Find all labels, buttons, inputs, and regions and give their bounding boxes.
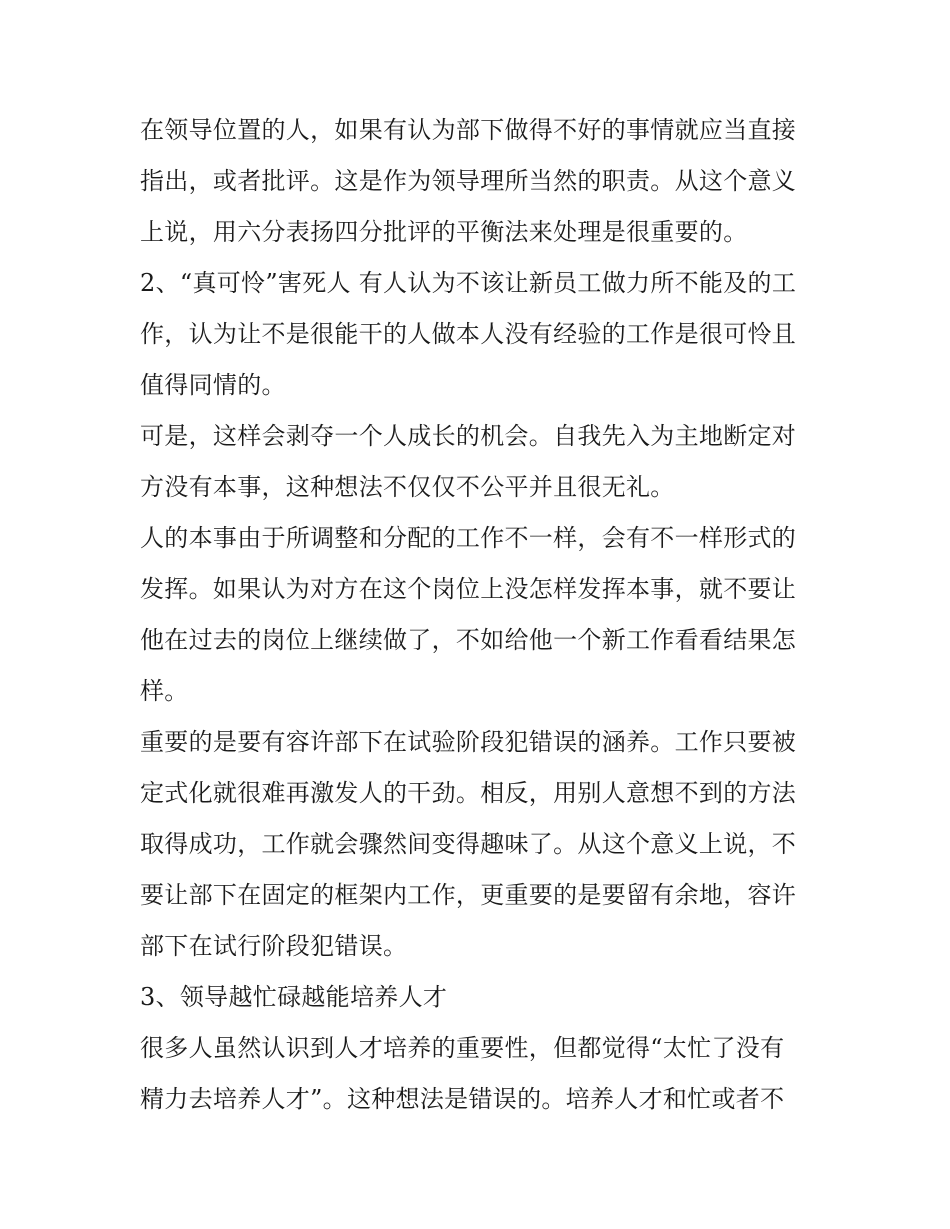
text-line: 可是，这样会剥夺一个人成长的机会。自我先入为主地断定对 [140,422,797,450]
text-line: 指出，或者批评。这是作为领导理所当然的职责。从这个意义 [140,167,797,195]
text-line: 方没有本事，这种想法不仅仅不公平并且很无礼。 [140,473,675,501]
text-line: 发挥。如果认为对方在这个岗位上没怎样发挥本事，就不要让 [140,575,797,603]
paragraph-4 [140,513,815,717]
text-line: 部下在试行阶段犯错误。 [140,932,408,960]
text-line: 人的本事由于所调整和分配的工作不一样，会有不一样形式的 [140,524,797,552]
paragraph-6 [140,1023,815,1125]
text-line: 在领导位置的人，如果有认为部下做得不好的事情就应当直接 [140,116,797,144]
paragraph-3 [140,411,815,513]
text-line: 他在过去的岗位上继续做了，不如给他一个新工作看看结果怎 [140,626,797,654]
section-heading-3 [140,972,815,1023]
text-line: 取得成功，工作就会骤然间变得趣味了。从这个意义上说，不 [140,830,797,858]
text-line: 要让部下在固定的框架内工作，更重要的是要留有余地，容许 [140,881,797,909]
text-line: 作，认为让不是很能干的人做本人没有经验的工作是很可怜且 [140,320,797,348]
paragraph-1 [140,105,815,258]
paragraph-2-heading [140,258,815,411]
text-line: 很多人虽然认识到人才培养的重要性，但都觉得“太忙了没有 [140,1034,785,1062]
text-line: 上说，用六分表扬四分批评的平衡法来处理是很重要的。 [140,218,748,246]
text-line: 3、领导越忙碌越能培养人才 [140,983,448,1011]
text-line: 2、“真可怜”害死人 有人认为不该让新员工做力所不能及的工 [140,269,797,297]
text-line: 值得同情的。 [140,371,286,399]
document-body [140,105,815,1125]
text-line: 定式化就很难再激发人的干劲。相反，用别人意想不到的方法 [140,779,797,807]
text-line: 精力去培养人才”。这种想法是错误的。培养人才和忙或者不 [140,1085,785,1113]
text-line: 重要的是要有容许部下在试验阶段犯错误的涵养。工作只要被 [140,728,797,756]
paragraph-5 [140,717,815,972]
text-line: 样。 [140,677,189,705]
